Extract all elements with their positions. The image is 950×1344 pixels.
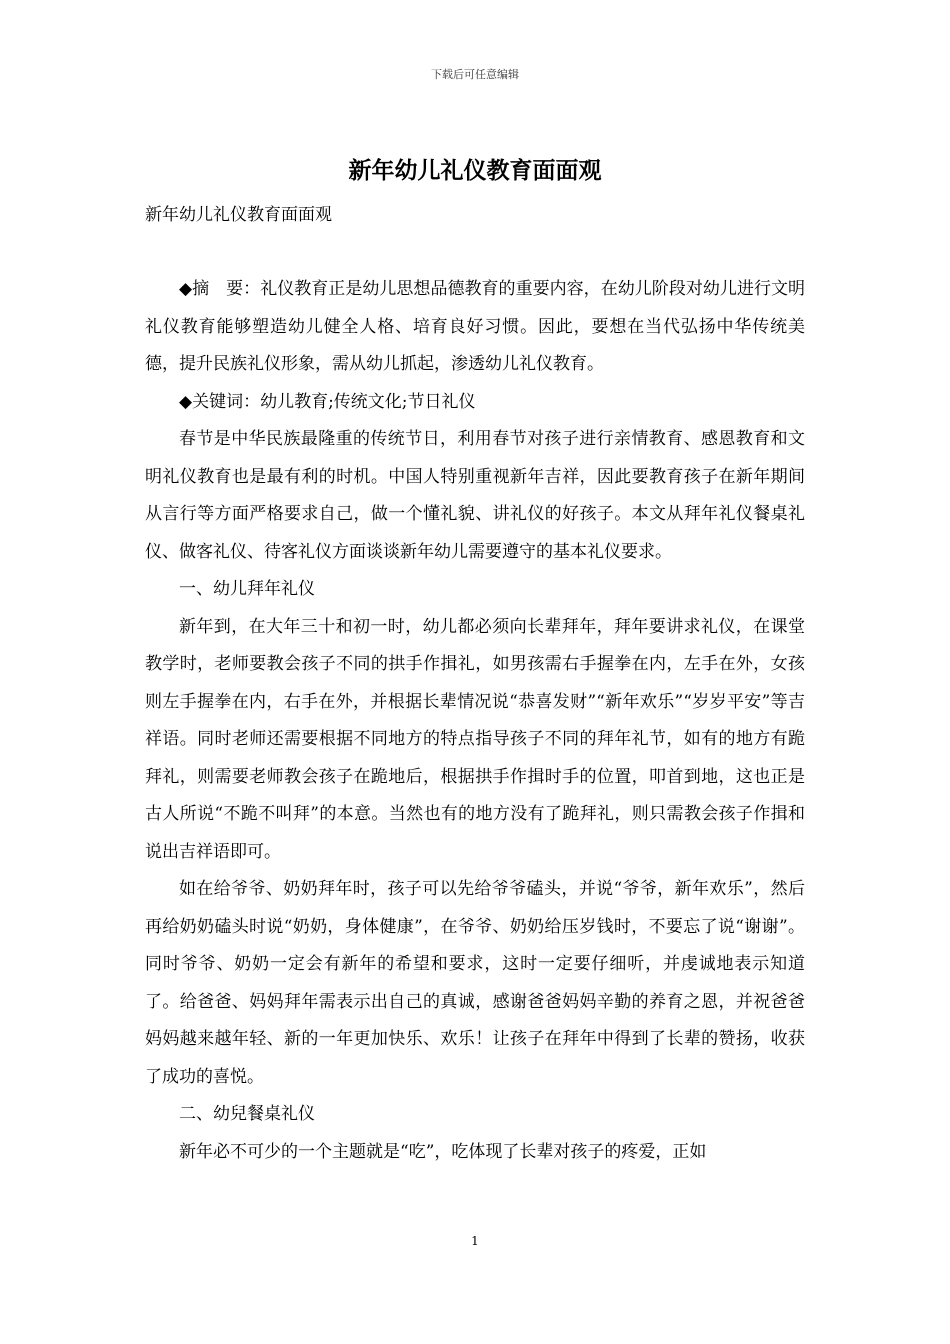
section-heading-1: 一、幼儿拜年礼仪 [179,579,315,599]
body-paragraph: 如在给爷爷、奶奶拜年时，孩子可以先给爷爷磕头，并说“爷爷，新年欢乐”，然后再给奶奶磕头时说“奶奶，身体健康”，在爷爷、奶奶给压岁钱时，不要忘了说“谢谢”。同时爷爷、奶奶一定会有新年的希望和要求，这时一定要仔细听，并虔诚地表示知道了。给爸爸、妈妈拜年需表示出自己的真诚，感谢爸爸妈妈辛勤的养育之恩，并祝爸爸妈妈越来越年轻、新的一年更加快乐、欢乐！让孩子在拜年中得到了长辈的赞扬，收获了成功的喜悦。 [145,879,805,1087]
document-body [145,271,805,1171]
document-subtitle: 新年幼儿礼仪教育面面观 [145,205,332,225]
page-number: 1 [471,1234,479,1248]
keywords-paragraph: ◆关键词：幼儿教育;传统文化;节日礼仪 [179,391,476,412]
section-heading-2: 二、幼兒餐桌礼仪 [179,1104,315,1124]
page-header: 下载后可任意编辑 [431,68,519,81]
body-paragraph: 新年必不可少的一个主题就是“吃”，吃体现了长辈对孩子的疼爱，正如 [179,1141,707,1162]
document-title: 新年幼儿礼仪教育面面观 [348,158,602,184]
abstract-paragraph: ◆摘 要：礼仪教育正是幼儿思想品德教育的重要内容，在幼儿阶段对幼儿进行文明礼仪教育能够塑造幼儿健全人格、培育良好习惯。因此，要想在当代弘扬中华传统美德，提升民族礼仪形象，需从幼儿抓起，渗透幼儿礼仪教育。 [145,279,805,374]
body-paragraph: 新年到，在大年三十和初一时，幼儿都必须向长辈拜年，拜年要讲求礼仪，在课堂教学时，老师要教会孩子不同的拱手作揖礼，如男孩需右手握拳在内，左手在外，女孩则左手握拳在内，右手在外，并根据长辈情况说“恭喜发财”“新年欢乐”“岁岁平安”等吉祥语。同时老师还需要根据不同地方的特点指导孩子不同的拜年礼节，如有的地方有跪拜礼，则需要老师教会孩子在跪地后，根据拱手作揖时手的位置，叩首到地，这也正是古人所说“不跪不叫拜”的本意。当然也有的地方没有了跪拜礼，则只需教会孩子作揖和说出吉祥语即可。 [145,616,805,862]
intro-paragraph: 春节是中华民族最隆重的传统节日，利用春节对孩子进行亲情教育、感恩教育和文明礼仪教育也是最有利的时机。中国人特别重视新年吉祥，因此要教育孩子在新年期间从言行等方面严格要求自己，做一个懂礼貌、讲礼仪的好孩子。本文从拜年礼仪餐桌礼仪、做客礼仪、待客礼仪方面谈谈新年幼儿需要遵守的基本礼仪要求。 [145,429,805,562]
